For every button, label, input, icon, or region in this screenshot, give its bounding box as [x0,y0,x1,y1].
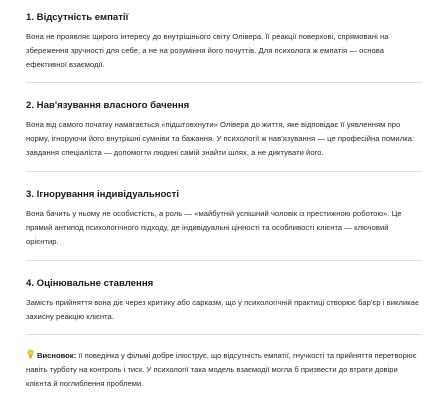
divider [26,334,422,335]
conclusion-label: Висновок: [37,351,77,360]
section-text: Замість прийняття вона діє через критику або сарказм, що у психологічній практиці створює бар'єр і викликає захисну реакцію клієнта. [26,298,419,321]
section-title: 1. Відсутність емпатії [26,12,129,23]
section-individuality [26,189,422,249]
section-title: 3. Ігнорування індивідуальності [26,189,179,200]
conclusion [26,349,422,391]
section-empathy [26,12,422,72]
lightbulb-icon [26,349,35,359]
section-imposing-vision [26,100,422,160]
section-judgmental-attitude [26,278,422,324]
section-text: Вона не проявляє щирого інтересу до внутрішнього світу Олівера. Її реакції поверхові, спрямовані на збереження зручності для себе, а не на розуміння його почуттів. Для психолога ж емпатія — основа ефективної взаємодії. [26,32,389,69]
conclusion-text: її поведінка у фільмі добре ілюструє, що відсутність емпатії, гнучкості та прийняття перетворює навіть турботу на контроль і тиск. У психології така модель взаємодії могла б призвести до втрати довіри клієнта й поглиблення проблеми. [26,351,417,388]
section-text: Вона бачить у ньому не особистість, а роль — «майбутній успішний чоловік із престижною роботою». Це прямий антипод психологічного підходу, де індивідуальні цінності та особливості клієнта — ключовий орієнтир. [26,209,402,246]
section-title: 2. Нав'язування власного бачення [26,100,190,111]
divider [26,171,422,172]
section-title: 4. Оцінювальне ставлення [26,278,154,289]
divider [26,260,422,261]
section-text: Вона від самого початку намагається «підштовхнути» Олівера до життя, яке відповідає її уявленням про норму, ігноруючи його внутрішні сумніви та бажання. У психології ж нав'язування — це професійна помилка: завдання спеціаліста — допомогти людині самій знайти шлях, а не диктувати його. [26,120,415,157]
divider [26,82,422,83]
